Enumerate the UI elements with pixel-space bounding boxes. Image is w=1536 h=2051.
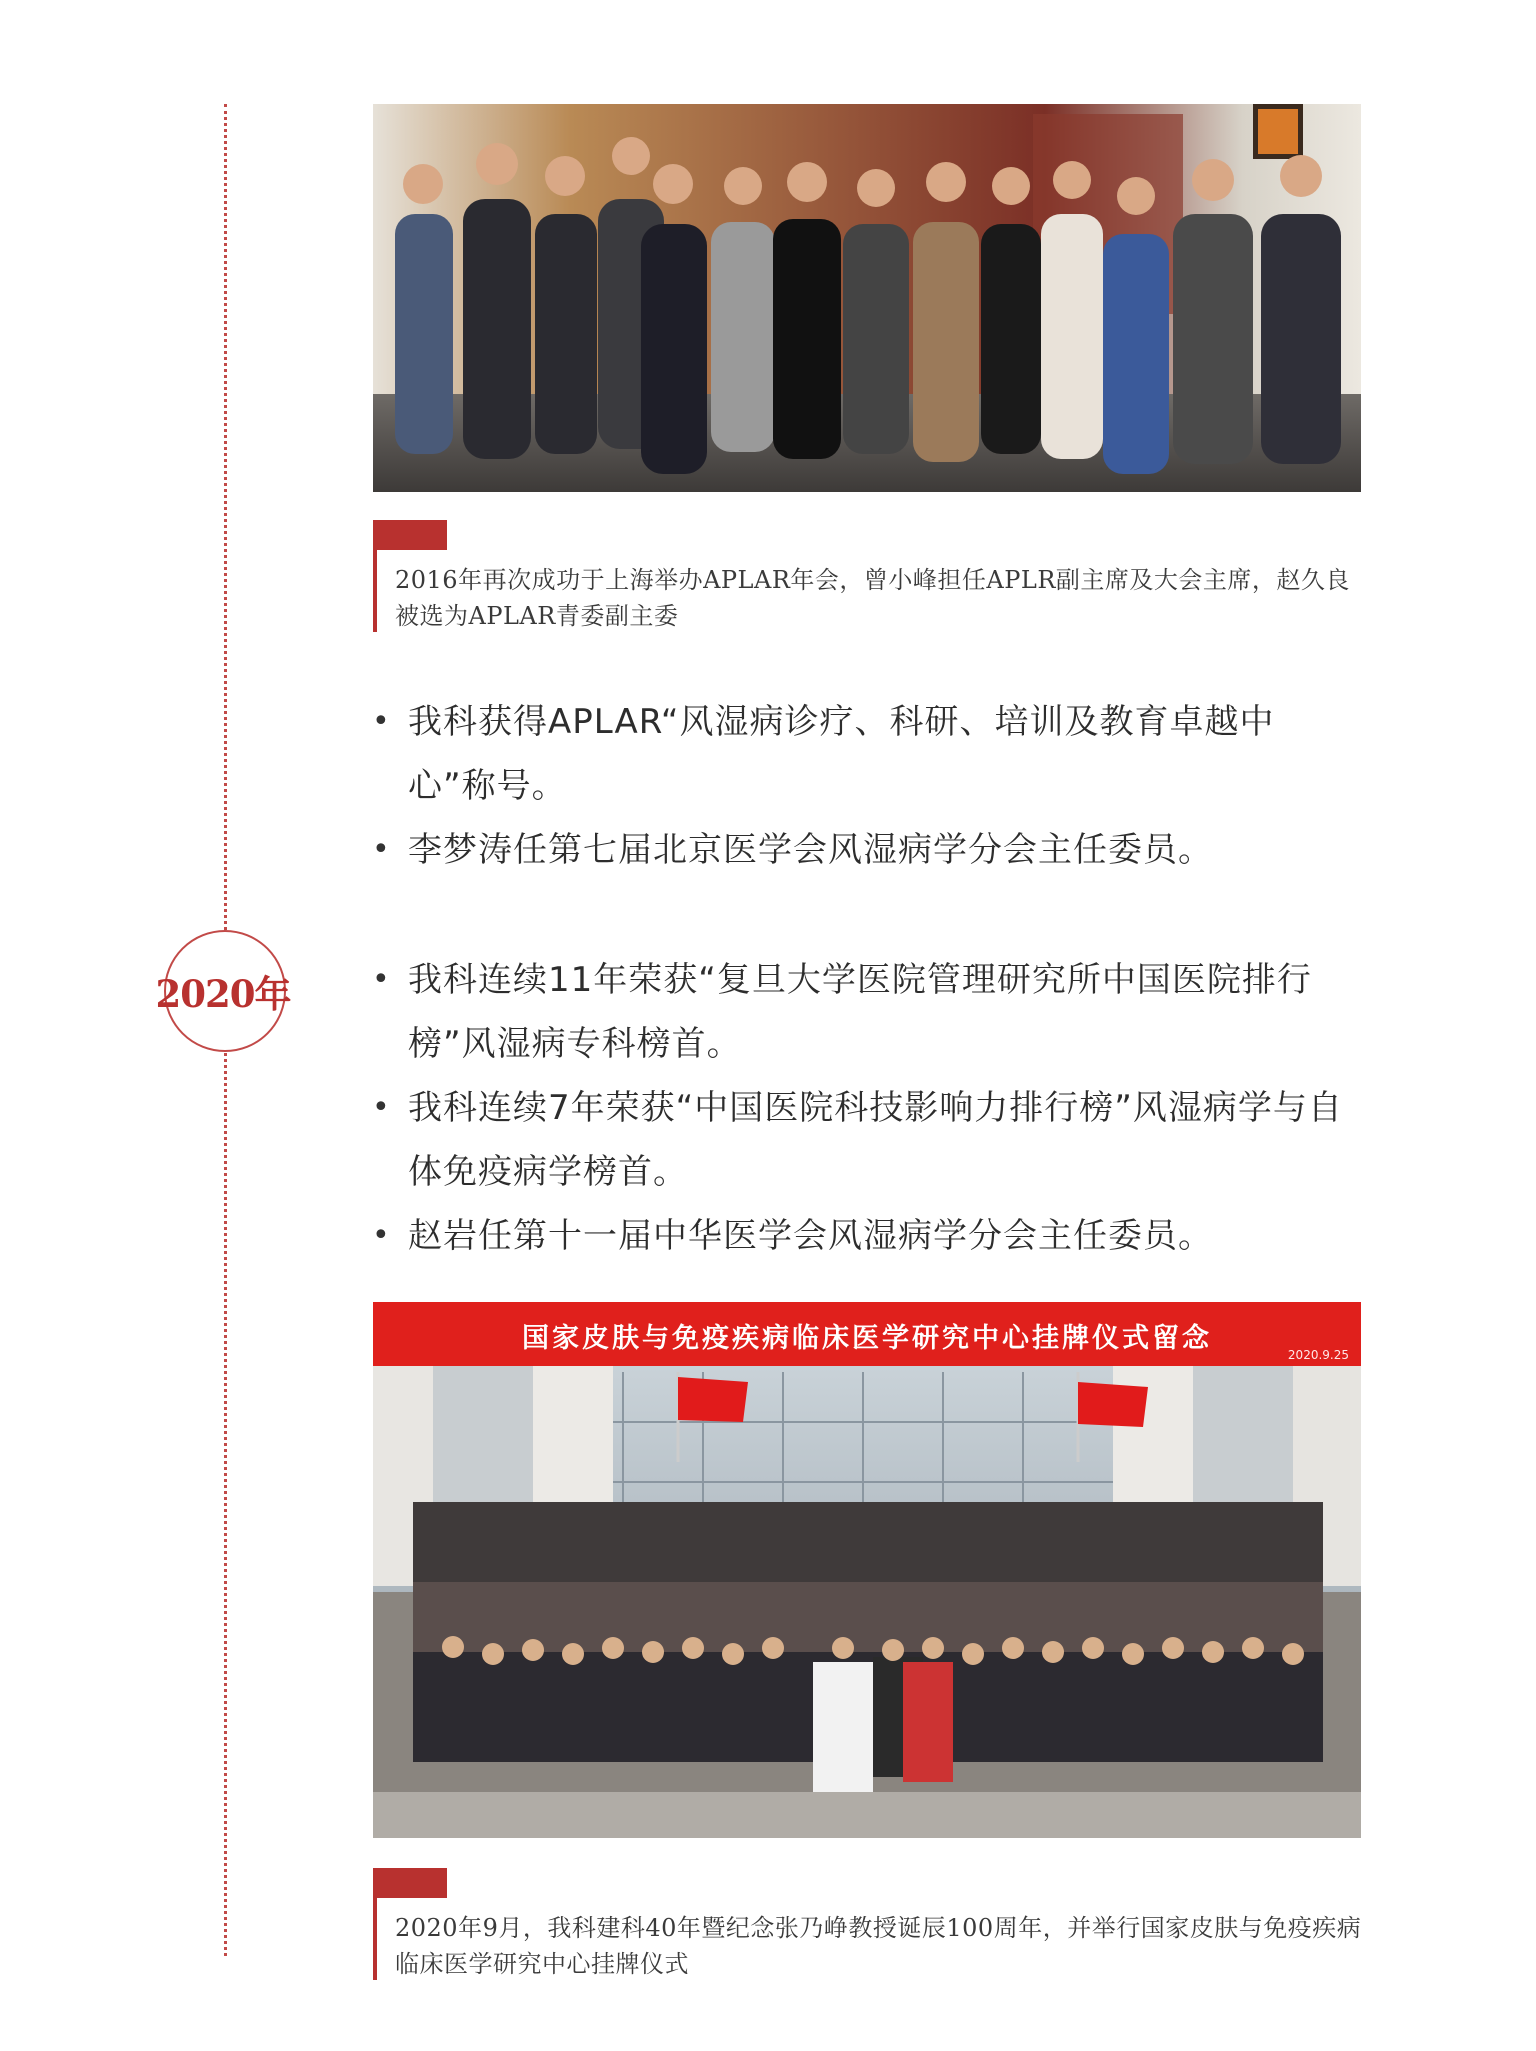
- caption-bar: [373, 1868, 377, 1980]
- photo-caption-ceremony: [373, 1868, 1363, 1980]
- year-label: 2020年: [155, 972, 291, 1016]
- year-marker-2020: [155, 930, 291, 1052]
- list-item: • 我科获得APLAR“风湿病诊疗、科研、培训及教育卓越中心”称号。: [370, 690, 1362, 818]
- aplar-group-photo: [373, 104, 1361, 492]
- caption-text: 2020年9月，我科建科40年暨纪念张乃峥教授诞辰100周年，并举行国家皮肤与免疫疾病临床医学研究中心挂牌仪式: [395, 1914, 1362, 1978]
- banner-title: 国家皮肤与免疫疾病临床医学研究中心挂牌仪式留念: [522, 1323, 1212, 1354]
- list-item: • 我科连续11年荣获“复旦大学医院管理研究所中国医院排行榜”风湿病专科榜首。: [370, 948, 1362, 1076]
- achievement-list: [370, 690, 1362, 882]
- caption-text: 2016年再次成功于上海举办APLAR年会，曾小峰担任APLR副主席及大会主席，赵久良被选为APLAR青委副主委: [395, 566, 1350, 630]
- ceremony-group-photo: [373, 1302, 1361, 1838]
- caption-bar: [373, 520, 377, 632]
- caption-flag: [377, 520, 447, 550]
- banner-date: 2020.9.25: [1287, 1348, 1349, 1362]
- list-item: • 赵岩任第十一届中华医学会风湿病学分会主任委员。: [370, 1204, 1362, 1268]
- photo-caption-aplar: [373, 520, 1363, 632]
- list-item: • 李梦涛任第七届北京医学会风湿病学分会主任委员。: [370, 818, 1362, 882]
- achievement-list-2020: [370, 948, 1362, 1268]
- caption-flag: [377, 1868, 447, 1898]
- list-item: • 我科连续7年荣获“中国医院科技影响力排行榜”风湿病学与自体免疫病学榜首。: [370, 1076, 1362, 1204]
